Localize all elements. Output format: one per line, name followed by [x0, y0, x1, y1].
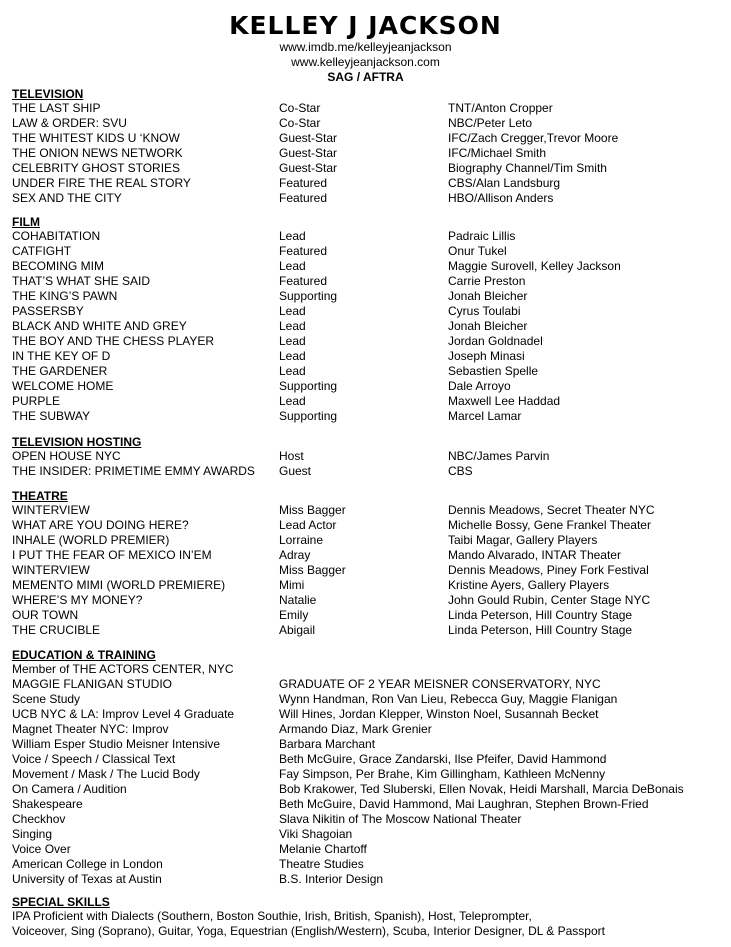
credit-role: Supporting — [279, 289, 338, 303]
credit-row — [0, 229, 731, 244]
credit-row — [0, 518, 731, 533]
credit-director: Kristine Ayers, Gallery Players — [448, 578, 610, 592]
credit-project: THE KING’S PAWN — [12, 289, 118, 303]
credit-director: Onur Tukel — [448, 244, 507, 258]
training-program: University of Texas at Austin — [12, 872, 162, 886]
credit-role: Guest-Star — [279, 131, 338, 145]
training-teachers: Will Hines, Jordan Klepper, Winston Noel, Susannah Becket — [279, 707, 599, 721]
credit-project: THE ONION NEWS NETWORK — [12, 146, 183, 160]
training-row — [0, 707, 731, 722]
credit-director: Carrie Preston — [448, 274, 526, 288]
credit-project: MEMENTO MIMI (WORLD PREMIERE) — [12, 578, 226, 592]
credit-role: Miss Bagger — [279, 503, 346, 517]
credit-role: Lorraine — [279, 533, 324, 547]
credit-row — [0, 464, 731, 479]
credit-project: THE BOY AND THE CHESS PLAYER — [12, 334, 215, 348]
credit-role: Adray — [279, 548, 311, 562]
credit-director: IFC/Michael Smith — [448, 146, 547, 160]
training-row — [0, 767, 731, 782]
training-program: Voice Over — [12, 842, 71, 856]
credit-director: Jonah Bleicher — [448, 319, 528, 333]
credit-director: Biography Channel/Tim Smith — [448, 161, 607, 175]
credit-project: OUR TOWN — [12, 608, 79, 622]
training-teachers: Theatre Studies — [279, 857, 364, 871]
credit-director: CBS/Alan Landsburg — [448, 176, 561, 190]
credit-project: BLACK AND WHITE AND GREY — [12, 319, 187, 333]
credit-row — [0, 191, 731, 206]
credit-director: Marcel Lamar — [448, 409, 522, 423]
credit-project: THE INSIDER: PRIMETIME EMMY AWARDS — [12, 464, 255, 478]
credit-director: Jonah Bleicher — [448, 289, 528, 303]
credit-row — [0, 379, 731, 394]
credit-director: Maggie Surovell, Kelley Jackson — [448, 259, 621, 273]
credit-director: Dennis Meadows, Piney Fork Festival — [448, 563, 649, 577]
credit-role: Guest-Star — [279, 161, 338, 175]
training-row — [0, 782, 731, 797]
training-teachers: Armando Diaz, Mark Grenier — [279, 722, 432, 736]
training-row — [0, 677, 731, 692]
credit-director: John Gould Rubin, Center Stage NYC — [448, 593, 651, 607]
credit-project: THE GARDENER — [12, 364, 108, 378]
skills-line: IPA Proficient with Dialects (Southern, Boston Southie, Irish, British, Spanish), Host, Teleprompter, — [12, 909, 532, 923]
section-title: EDUCATION & TRAINING — [12, 648, 156, 662]
training-program: Shakespeare — [12, 797, 83, 811]
training-teachers: Barbara Marchant — [279, 737, 376, 751]
credit-role: Host — [279, 449, 304, 463]
training-program: MAGGIE FLANIGAN STUDIO — [12, 677, 173, 691]
credit-project: CELEBRITY GHOST STORIES — [12, 161, 181, 175]
credit-director: Joseph Minasi — [448, 349, 525, 363]
credit-director: Michelle Bossy, Gene Frankel Theater — [448, 518, 651, 532]
credit-role: Supporting — [279, 409, 338, 423]
credit-director: NBC/Peter Leto — [448, 116, 533, 130]
credit-role: Abigail — [279, 623, 316, 637]
training-teachers: Wynn Handman, Ron Van Lieu, Rebecca Guy, Maggie Flanigan — [279, 692, 618, 706]
credit-row — [0, 146, 731, 161]
credit-row — [0, 101, 731, 116]
credit-project: WELCOME HOME — [12, 379, 114, 393]
section-title: SPECIAL SKILLS — [12, 895, 110, 909]
training-teachers: Beth McGuire, Grace Zandarski, Ilse Pfeifer, David Hammond — [279, 752, 607, 766]
credit-role: Natalie — [279, 593, 317, 607]
credit-project: CATFIGHT — [12, 244, 72, 258]
credit-director: Jordan Goldnadel — [448, 334, 543, 348]
credit-project: WINTERVIEW — [12, 563, 90, 577]
credit-role: Lead — [279, 334, 306, 348]
credit-row — [0, 623, 731, 638]
credit-row — [0, 244, 731, 259]
training-program: William Esper Studio Meisner Intensive — [12, 737, 221, 751]
credit-row — [0, 274, 731, 289]
credit-row — [0, 116, 731, 131]
credit-role: Co-Star — [279, 101, 321, 115]
credit-row — [0, 161, 731, 176]
credit-role: Lead — [279, 304, 306, 318]
credit-row — [0, 409, 731, 424]
credit-director: Sebastien Spelle — [448, 364, 539, 378]
training-program: UCB NYC & LA: Improv Level 4 Graduate — [12, 707, 235, 721]
credit-role: Featured — [279, 176, 328, 190]
credit-director: Taibi Magar, Gallery Players — [448, 533, 598, 547]
credit-role: Guest — [279, 464, 312, 478]
training-row — [0, 842, 731, 857]
training-row — [0, 872, 731, 887]
training-row — [0, 827, 731, 842]
credit-project: PASSERSBY — [12, 304, 84, 318]
training-program: Magnet Theater NYC: Improv — [12, 722, 169, 736]
training-program: Checkhov — [12, 812, 66, 826]
credit-project: I PUT THE FEAR OF MEXICO IN’EM — [12, 548, 212, 562]
training-program: Member of THE ACTORS CENTER, NYC — [12, 662, 234, 676]
credit-project: WHERE’S MY MONEY? — [12, 593, 143, 607]
credit-project: WHAT ARE YOU DOING HERE? — [12, 518, 189, 532]
credit-director: IFC/Zach Cregger,Trevor Moore — [448, 131, 619, 145]
credit-role: Mimi — [279, 578, 305, 592]
training-teachers: Slava Nikitin of The Moscow National Theater — [279, 812, 522, 826]
training-teachers: GRADUATE OF 2 YEAR MEISNER CONSERVATORY, NYC — [279, 677, 601, 691]
credit-row — [0, 334, 731, 349]
credit-project: LAW & ORDER: SVU — [12, 116, 127, 130]
credit-role: Featured — [279, 191, 328, 205]
credit-row — [0, 349, 731, 364]
training-program: Singing — [12, 827, 53, 841]
credit-row — [0, 578, 731, 593]
credit-project: PURPLE — [12, 394, 61, 408]
credit-role: Lead — [279, 364, 306, 378]
credit-row — [0, 563, 731, 578]
credit-director: Cyrus Toulabi — [448, 304, 521, 318]
credit-project: THE SUBWAY — [12, 409, 91, 423]
credit-project: THE LAST SHIP — [12, 101, 101, 115]
credit-row — [0, 131, 731, 146]
training-teachers: Bob Krakower, Ted Sluberski, Ellen Novak, Heidi Marshall, Marcia DeBonais — [279, 782, 684, 796]
credit-project: THE WHITEST KIDS U ‘KNOW — [12, 131, 180, 145]
credit-director: Mando Alvarado, INTAR Theater — [448, 548, 621, 562]
section-title: TELEVISION HOSTING — [12, 435, 142, 449]
credit-project: OPEN HOUSE NYC — [12, 449, 121, 463]
credit-row — [0, 608, 731, 623]
credit-role: Lead Actor — [279, 518, 337, 532]
credit-project: UNDER FIRE THE REAL STORY — [12, 176, 191, 190]
credit-project: BECOMING MIM — [12, 259, 104, 273]
training-row — [0, 722, 731, 737]
actor-name: KELLEY J JACKSON — [229, 11, 502, 40]
credit-role: Supporting — [279, 379, 338, 393]
training-program: On Camera / Audition — [12, 782, 127, 796]
credit-row — [0, 364, 731, 379]
section-title: THEATRE — [12, 489, 68, 503]
credit-project: THE CRUCIBLE — [12, 623, 101, 637]
credit-row — [0, 304, 731, 319]
credit-row — [0, 548, 731, 563]
credit-director: Padraic Lillis — [448, 229, 516, 243]
credit-project: INHALE (WORLD PREMIER) — [12, 533, 170, 547]
credit-row — [0, 259, 731, 274]
credit-project: WINTERVIEW — [12, 503, 90, 517]
section-title: FILM — [12, 215, 40, 229]
credit-row — [0, 449, 731, 464]
website-link[interactable]: www.kelleyjeanjackson.com — [291, 55, 440, 69]
credit-director: Linda Peterson, Hill Country Stage — [448, 623, 633, 637]
credit-role: Co-Star — [279, 116, 321, 130]
credit-project: THAT’S WHAT SHE SAID — [12, 274, 151, 288]
credit-director: Maxwell Lee Haddad — [448, 394, 561, 408]
credit-director: NBC/James Parvin — [448, 449, 550, 463]
credit-role: Lead — [279, 394, 306, 408]
training-row — [0, 692, 731, 707]
credit-row — [0, 533, 731, 548]
credit-role: Lead — [279, 259, 306, 273]
credit-row — [0, 394, 731, 409]
training-row — [0, 857, 731, 872]
credit-row — [0, 503, 731, 518]
credit-director: Dale Arroyo — [448, 379, 511, 393]
credit-role: Lead — [279, 319, 306, 333]
training-row — [0, 812, 731, 827]
credit-director: Dennis Meadows, Secret Theater NYC — [448, 503, 655, 517]
credit-role: Guest-Star — [279, 146, 338, 160]
credit-role: Lead — [279, 229, 306, 243]
credit-role: Lead — [279, 349, 306, 363]
training-teachers: Fay Simpson, Per Brahe, Kim Gillingham, Kathleen McNenny — [279, 767, 606, 781]
training-teachers: Beth McGuire, David Hammond, Mai Laughran, Stephen Brown-Fried — [279, 797, 649, 811]
training-teachers: Viki Shagoian — [279, 827, 353, 841]
training-program: American College in London — [12, 857, 163, 871]
credit-project: IN THE KEY OF D — [12, 349, 111, 363]
skills-line: Voiceover, Sing (Soprano), Guitar, Yoga, Equestrian (English/Western), Scuba, Interior Designer, DL & Passport — [12, 924, 605, 938]
training-teachers: B.S. Interior Design — [279, 872, 384, 886]
credit-project: SEX AND THE CITY — [12, 191, 122, 205]
credit-role: Emily — [279, 608, 309, 622]
credit-row — [0, 176, 731, 191]
training-teachers: Melanie Chartoff — [279, 842, 367, 856]
training-row — [0, 662, 731, 677]
training-row — [0, 752, 731, 767]
credit-project: COHABITATION — [12, 229, 101, 243]
section-title: TELEVISION — [12, 87, 84, 101]
credit-role: Miss Bagger — [279, 563, 346, 577]
training-program: Voice / Speech / Classical Text — [12, 752, 176, 766]
credit-row — [0, 319, 731, 334]
training-row — [0, 797, 731, 812]
credit-director: Linda Peterson, Hill Country Stage — [448, 608, 633, 622]
credit-row — [0, 593, 731, 608]
union-affiliation: SAG / AFTRA — [327, 70, 404, 84]
credit-director: HBO/Allison Anders — [448, 191, 554, 205]
credit-role: Featured — [279, 274, 328, 288]
imdb-link[interactable]: www.imdb.me/kelleyjeanjackson — [279, 40, 452, 54]
training-program: Scene Study — [12, 692, 81, 706]
training-row — [0, 737, 731, 752]
training-program: Movement / Mask / The Lucid Body — [12, 767, 200, 781]
credit-row — [0, 289, 731, 304]
credit-role: Featured — [279, 244, 328, 258]
credit-director: CBS — [448, 464, 473, 478]
credit-director: TNT/Anton Cropper — [448, 101, 553, 115]
